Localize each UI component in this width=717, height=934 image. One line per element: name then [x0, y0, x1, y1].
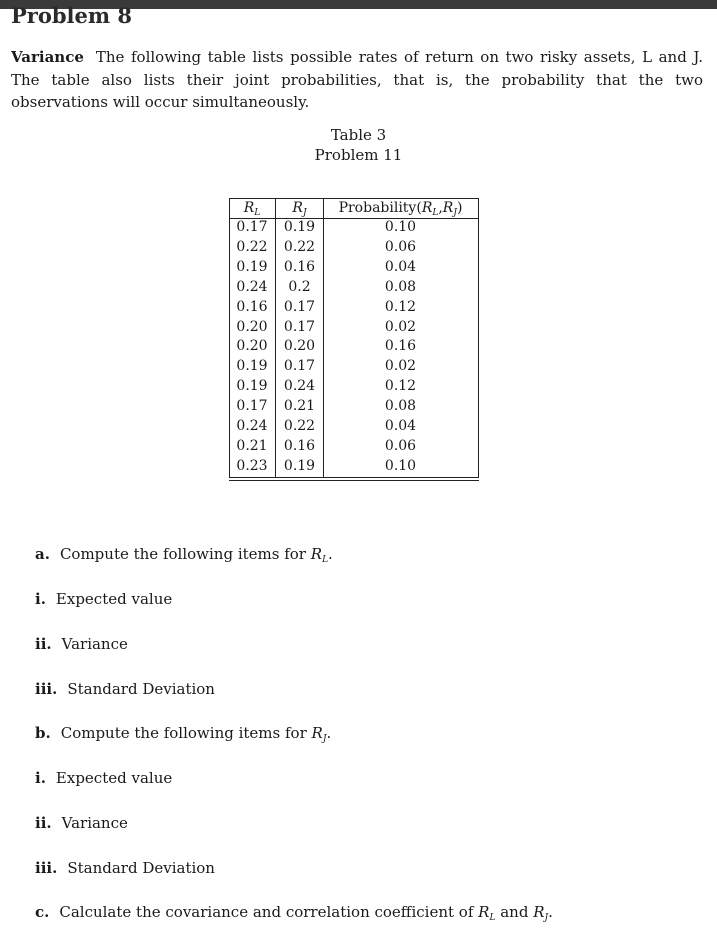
cell-rj: 0.17 — [283, 318, 316, 335]
cell-rl: 0.24 — [236, 278, 268, 295]
cell-rj: 0.22 — [283, 238, 316, 255]
cell-rj: 0.22 — [283, 418, 316, 434]
cell-probability: 0.08 — [384, 278, 417, 295]
cell-probability: 0.12 — [384, 378, 417, 395]
cell-probability: 0.04 — [384, 258, 417, 275]
table-subcaption: Problem 11 — [314, 146, 403, 164]
question-b-ii: ii. Variance — [35, 814, 128, 832]
cell-rl: 0.19 — [236, 378, 268, 395]
cell-rl: 0.23 — [236, 457, 268, 474]
table-caption: Table 3 — [330, 126, 387, 144]
cell-rj: 0.16 — [283, 437, 316, 454]
cell-rj: 0.24 — [283, 378, 316, 395]
cell-rj: 0.17 — [283, 298, 316, 315]
cell-rl: 0.17 — [236, 398, 268, 415]
cell-probability: 0.12 — [384, 298, 417, 315]
cell-probability: 0.02 — [384, 358, 417, 375]
cell-probability: 0.06 — [384, 437, 417, 454]
question-b-i: i. Expected value — [35, 769, 173, 787]
cell-probability: 0.08 — [384, 398, 417, 415]
header-rj: $R_J$ — [292, 200, 307, 218]
cell-rj: 0.21 — [283, 398, 316, 415]
cell-rl: 0.22 — [236, 238, 268, 255]
header-probability: $Probability(R_L,R_J)$ — [338, 200, 463, 218]
cell-probability: 0.16 — [384, 338, 417, 355]
page-title: Problem 8 — [11, 3, 133, 28]
cell-probability: 0.06 — [384, 238, 417, 255]
bottom-rule — [229, 480, 479, 481]
cell-rj: 0.20 — [283, 338, 316, 355]
cell-rl: 0.24 — [236, 418, 268, 434]
question-a-i: i. Expected value — [35, 590, 173, 608]
cell-rj: 0.19 — [283, 457, 316, 474]
cell-rl: 0.17 — [236, 219, 268, 235]
question-a-ii: ii. Variance — [35, 635, 128, 653]
intro-term: Variance — [11, 48, 84, 66]
cell-probability: 0.10 — [384, 219, 417, 235]
header-rl: $R_L$ — [243, 200, 261, 218]
cell-probability: 0.04 — [384, 418, 417, 434]
question-c: c. Calculate the covariance and correlation coefficient of $R_L$ and $R_J$. — [35, 903, 553, 923]
problem-intro — [11, 46, 703, 114]
question-a-iii: iii. Standard Deviation — [35, 680, 215, 698]
cell-rl: 0.16 — [236, 298, 268, 315]
cell-rj: 0.19 — [283, 219, 316, 235]
question-b: b. Compute the following items for $R_J$. — [35, 724, 332, 744]
returns-table — [229, 198, 479, 484]
question-a: a. Compute the following items for $R_L$. — [35, 545, 333, 565]
cell-rl: 0.20 — [236, 338, 268, 355]
cell-rl: 0.19 — [236, 258, 268, 275]
cell-probability: 0.02 — [384, 318, 417, 335]
cell-rj: 0.17 — [283, 358, 316, 375]
question-b-iii: iii. Standard Deviation — [35, 859, 215, 877]
cell-rj: 0.2 — [288, 278, 311, 295]
cell-rl: 0.19 — [236, 358, 268, 375]
intro-text: The following table lists possible rates of return on two risky assets, L and J. The table also lists their joint probabilities, that is, the probability that the two observations will occur simultaneously. — [11, 48, 703, 111]
cell-rl: 0.21 — [236, 437, 268, 454]
cell-probability: 0.10 — [384, 457, 417, 474]
cell-rl: 0.20 — [236, 318, 268, 335]
cell-rj: 0.16 — [283, 258, 316, 275]
